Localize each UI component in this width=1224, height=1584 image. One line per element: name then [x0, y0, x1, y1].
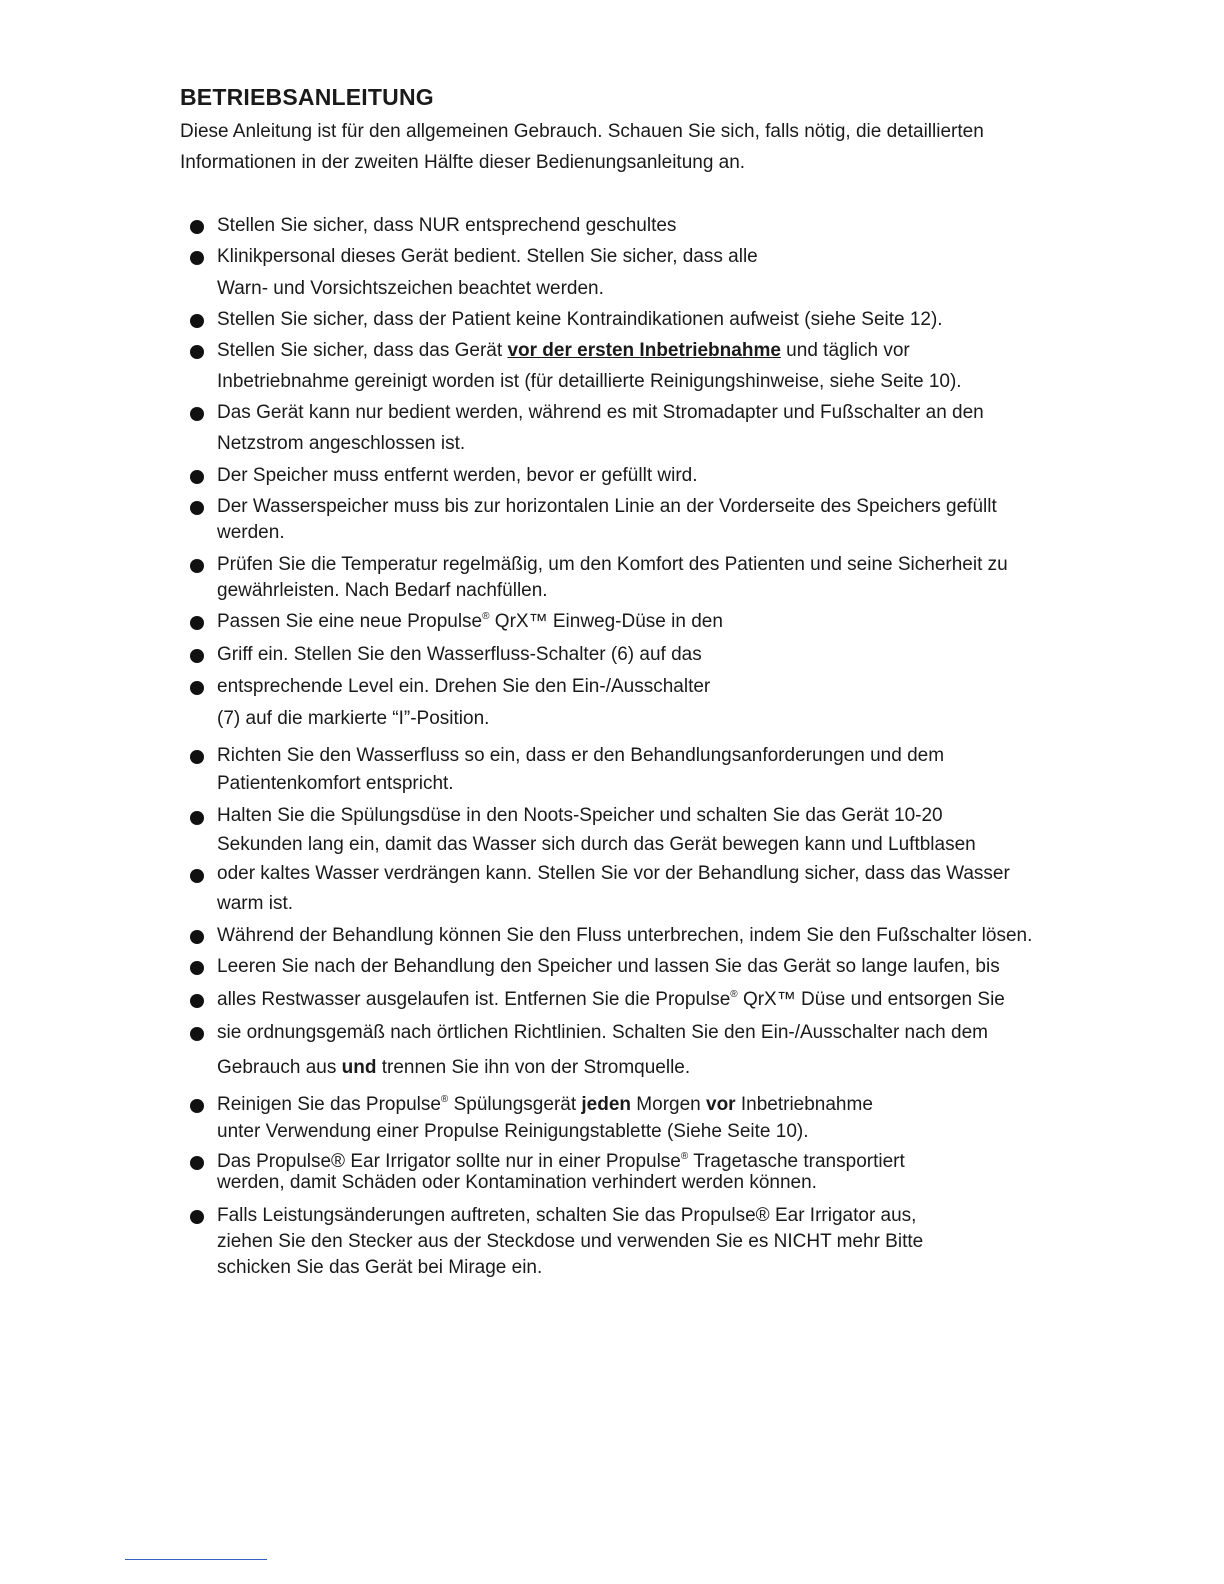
bullet-icon [190, 1027, 204, 1041]
bullet-icon [190, 345, 204, 359]
bullet-icon [190, 681, 204, 695]
list-item: Der Wasserspeicher muss bis zur horizontalen Linie an der Vorderseite des Speichers gefüllt [217, 496, 997, 517]
intro-line-2: Informationen in der zweiten Hälfte dieser Bedienungsanleitung an. [180, 152, 746, 173]
list-item: Stellen Sie sicher, dass das Gerät vor der ersten Inbetriebnahme und täglich vor [217, 340, 910, 361]
list-item: Falls Leistungsänderungen auftreten, schalten Sie das Propulse® Ear Irrigator aus, [217, 1205, 917, 1226]
bullet-icon [190, 649, 204, 663]
list-item: Klinikpersonal dieses Gerät bedient. Stellen Sie sicher, dass alle [217, 246, 758, 267]
list-item: Reinigen Sie das Propulse® Spülungsgerät jeden Morgen vor Inbetriebnahme [217, 1094, 873, 1115]
list-item-continuation: werden, damit Schäden oder Kontamination verhindert werden können. [217, 1172, 817, 1193]
list-item-continuation: Warn- und Vorsichtszeichen beachtet werden. [217, 278, 604, 299]
list-item-continuation: Netzstrom angeschlossen ist. [217, 433, 466, 454]
list-item-continuation: werden. [217, 522, 285, 543]
list-item: Das Gerät kann nur bedient werden, während es mit Stromadapter und Fußschalter an den [217, 402, 984, 423]
bullet-icon [190, 314, 204, 328]
list-item: Griff ein. Stellen Sie den Wasserfluss-Schalter (6) auf das [217, 644, 702, 665]
bullet-icon [190, 1099, 204, 1113]
bullet-icon [190, 616, 204, 630]
bullet-icon [190, 994, 204, 1008]
list-item: Prüfen Sie die Temperatur regelmäßig, um den Komfort des Patienten und seine Sicherheit zu [217, 554, 1008, 575]
bullet-icon [190, 501, 204, 515]
list-item-continuation: unter Verwendung einer Propulse Reinigungstablette (Siehe Seite 10). [217, 1121, 809, 1142]
list-item: Der Speicher muss entfernt werden, bevor er gefüllt wird. [217, 465, 698, 486]
list-item-continuation: (7) auf die markierte “I”-Position. [217, 708, 490, 729]
bullet-icon [190, 220, 204, 234]
intro-line-1: Diese Anleitung ist für den allgemeinen Gebrauch. Schauen Sie sich, falls nötig, die detaillierten [180, 121, 984, 142]
bullet-icon [190, 811, 204, 825]
list-item-continuation: warm ist. [217, 893, 293, 914]
list-item-continuation: Sekunden lang ein, damit das Wasser sich durch das Gerät bewegen kann und Luftblasen [217, 834, 976, 855]
list-item: Leeren Sie nach der Behandlung den Speicher und lassen Sie das Gerät so lange laufen, bis [217, 956, 1000, 977]
bullet-icon [190, 407, 204, 421]
list-item: Richten Sie den Wasserfluss so ein, dass er den Behandlungsanforderungen und dem [217, 745, 945, 766]
bullet-icon [190, 1210, 204, 1224]
list-item-continuation: Inbetriebnahme gereinigt worden ist (für detaillierte Reinigungshinweise, siehe Seite 10). [217, 371, 962, 392]
list-item: Stellen Sie sicher, dass der Patient keine Kontraindikationen aufweist (siehe Seite 12). [217, 309, 943, 330]
list-item-continuation: ziehen Sie den Stecker aus der Steckdose und verwenden Sie es NICHT mehr Bitte [217, 1231, 924, 1252]
bullet-icon [190, 750, 204, 764]
list-item: Das Propulse® Ear Irrigator sollte nur in einer Propulse® Tragetasche transportiert [217, 1151, 905, 1172]
list-item-continuation: Gebrauch aus und trennen Sie ihn von der Stromquelle. [217, 1057, 691, 1078]
emphasis-underlined: vor der ersten Inbetriebnahme [507, 340, 781, 361]
bullet-icon [190, 930, 204, 944]
list-item: alles Restwasser ausgelaufen ist. Entfernen Sie die Propulse® QrX™ Düse und entsorgen Sie [217, 989, 1005, 1010]
page-title: BETRIEBSANLEITUNG [180, 84, 434, 110]
list-item: entsprechende Level ein. Drehen Sie den Ein-/Ausschalter [217, 676, 711, 697]
list-item: oder kaltes Wasser verdrängen kann. Stellen Sie vor der Behandlung sicher, dass das Wasser [217, 863, 1010, 884]
list-item: Halten Sie die Spülungsdüse in den Noots-Speicher und schalten Sie das Gerät 10-20 [217, 805, 943, 826]
bullet-icon [190, 559, 204, 573]
list-item: sie ordnungsgemäß nach örtlichen Richtlinien. Schalten Sie den Ein-/Ausschalter nach dem [217, 1022, 988, 1043]
list-item-continuation: Patientenkomfort entspricht. [217, 773, 454, 794]
bullet-icon [190, 869, 204, 883]
bullet-icon [190, 251, 204, 265]
footnote-divider [125, 1559, 267, 1560]
bullet-icon [190, 961, 204, 975]
list-item: Passen Sie eine neue Propulse® QrX™ Einweg-Düse in den [217, 611, 723, 632]
list-item: Stellen Sie sicher, dass NUR entsprechend geschultes [217, 215, 677, 236]
bullet-icon [190, 470, 204, 484]
list-item-continuation: gewährleisten. Nach Bedarf nachfüllen. [217, 580, 548, 601]
bullet-icon [190, 1156, 204, 1170]
list-item-continuation: schicken Sie das Gerät bei Mirage ein. [217, 1257, 543, 1278]
list-item: Während der Behandlung können Sie den Fluss unterbrechen, indem Sie den Fußschalter lösen. [217, 925, 1033, 946]
